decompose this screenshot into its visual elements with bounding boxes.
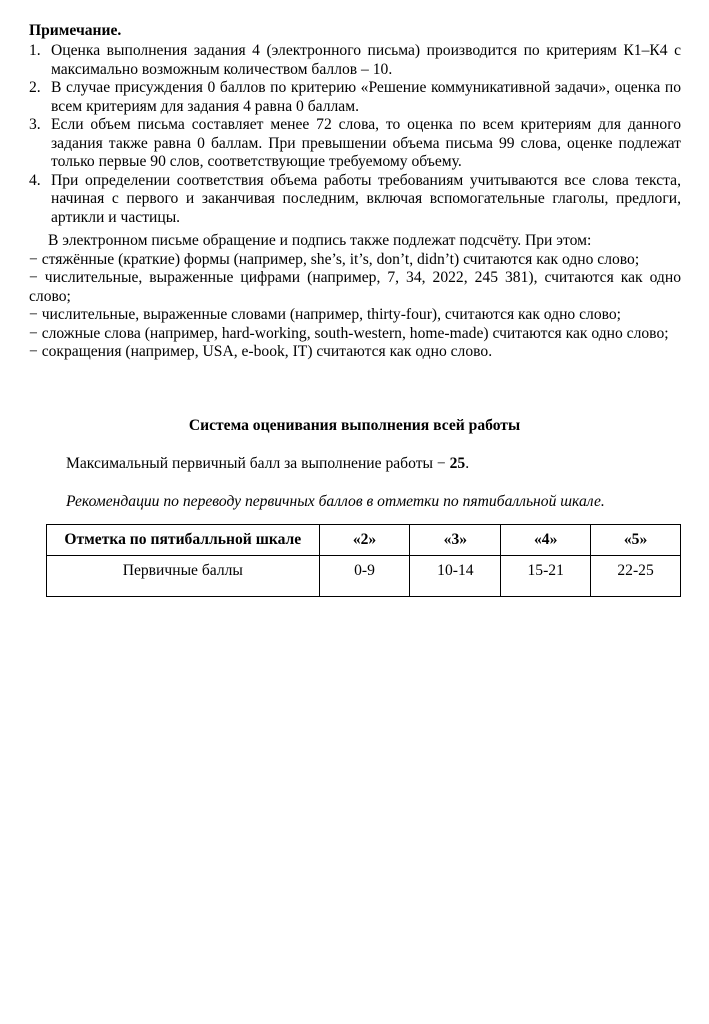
table-header-cell: «4» [501, 525, 591, 556]
max-score-value: 25 [449, 455, 466, 472]
note-item-number: 1. [29, 42, 41, 59]
note-title: Примечание. [29, 22, 122, 39]
note-item [29, 42, 681, 79]
table-cell: 10-14 [410, 556, 501, 597]
word-count-rule: − сложные слова (например, hard-working, south-western, home-made) считаются как одно слово; [29, 324, 669, 342]
word-count-rule: − числительные, выраженные словами (например, thirty-four), считаются как одно слово; [29, 306, 621, 323]
note-item-number: 3. [29, 116, 41, 133]
grade-conversion-table [46, 524, 681, 597]
note-item-text: Оценка выполнения задания 4 (электронного письма) производится по критериям К1–К4 с максимально возможным количеством баллов – 10. [51, 42, 681, 78]
table-header-cell: Отметка по пятибалльной шкале [47, 525, 320, 556]
table-header-cell: «5» [591, 525, 681, 556]
note-item-text: При определении соответствия объема работы требованиям учитываются все слова текста, начиная с первого и заканчивая последним, включая вспомогательные глаголы, предлоги, артикли и частицы. [51, 171, 681, 226]
note-item-number: 2. [29, 79, 41, 96]
note-item [29, 79, 681, 116]
table-cell: Первичные баллы [47, 556, 320, 597]
table-cell: 22-25 [591, 556, 681, 597]
table-header-cell: «3» [410, 525, 501, 556]
recommendation-text: Рекомендации по переводу первичных баллов в отметки по пятибалльной шкале. [66, 493, 605, 510]
note-item-number: 4. [29, 171, 41, 189]
max-score-line [66, 455, 469, 474]
table-row [47, 556, 681, 597]
word-count-intro: В электронном письме обращение и подпись также подлежат подсчёту. При этом: [48, 232, 592, 249]
word-count-rules [29, 232, 681, 362]
note-list [29, 42, 681, 227]
word-count-rule: − числительные, выраженные цифрами (например, 7, 34, 2022, 245 381), считаются как одно слово; [29, 269, 681, 305]
table-cell: 15-21 [501, 556, 591, 597]
word-count-rule: − сокращения (например, USA, e-book, IT) считаются как одно слово. [29, 343, 493, 360]
note-item [29, 172, 681, 228]
note-item-text: В случае присуждения 0 баллов по критерию «Решение коммуникативной задачи», оценка по всем критериям для задания 4 равна 0 баллам. [51, 79, 681, 115]
table-cell: 0-9 [319, 556, 410, 597]
max-score-text: Максимальный первичный балл за выполнение работы − [66, 455, 450, 472]
table-header-row [47, 525, 681, 556]
assessment-title: Система оценивания выполнения всей работы [188, 417, 521, 434]
table-header-cell: «2» [319, 525, 410, 556]
word-count-rule: − стяжённые (краткие) формы (например, she’s, it’s, don’t, didn’t) считаются как одно слово; [29, 250, 640, 268]
note-item [29, 116, 681, 172]
max-score-end: . [465, 455, 470, 472]
note-item-text: Если объем письма составляет менее 72 слова, то оценка по всем критериям для данного задания также равна 0 баллам. При превышении объема письма 99 слова, оценке подлежат только первые 90 слов, соответствующие требуемому объему. [51, 116, 681, 170]
